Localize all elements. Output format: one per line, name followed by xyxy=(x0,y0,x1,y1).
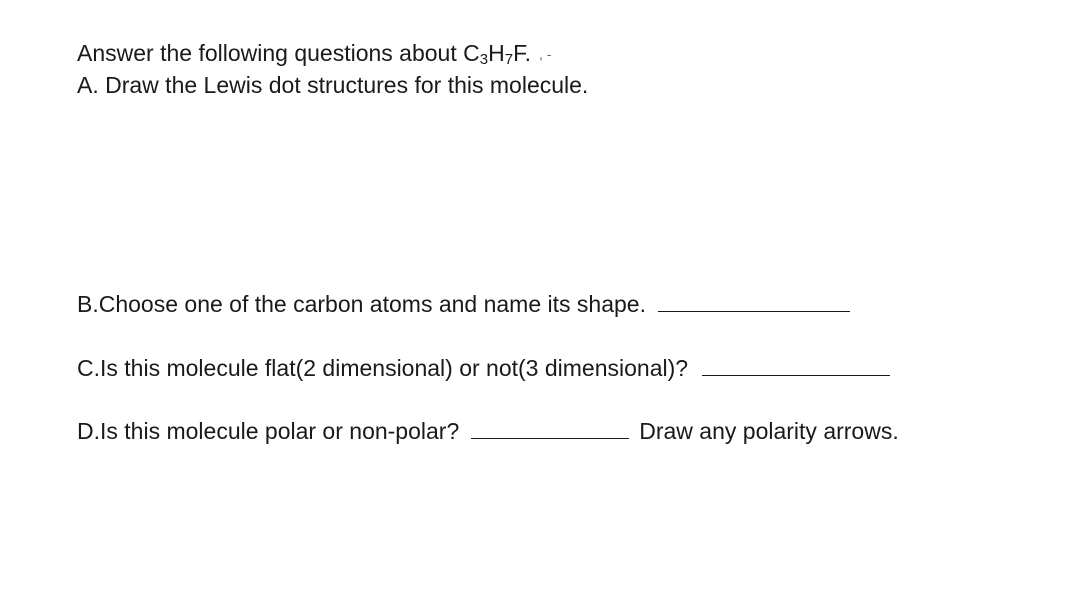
question-c xyxy=(77,353,890,383)
question-d xyxy=(77,416,899,446)
question-b xyxy=(77,289,850,319)
question-a xyxy=(77,70,588,100)
question-a-text: A. Draw the Lewis dot structures for this molecule. xyxy=(77,72,589,98)
question-d-text: D.Is this molecule polar or non-polar? xyxy=(77,418,460,444)
intro-suffix: F. xyxy=(513,40,531,66)
question-d-extra: Draw any polarity arrows. xyxy=(639,418,899,444)
subscript-3: 3 xyxy=(479,51,489,68)
subscript-7: 7 xyxy=(504,51,514,68)
intro-h: H xyxy=(488,40,505,66)
stray-marks: , - xyxy=(538,46,552,62)
answer-blank-d[interactable] xyxy=(471,416,629,439)
answer-blank-c[interactable] xyxy=(702,353,890,376)
question-b-text: B.Choose one of the carbon atoms and name its shape. xyxy=(77,291,646,317)
intro-line xyxy=(77,38,551,69)
answer-blank-b[interactable] xyxy=(658,289,850,312)
intro-prefix: Answer the following questions about C xyxy=(77,40,480,66)
question-c-text: C.Is this molecule flat(2 dimensional) or not(3 dimensional)? xyxy=(77,355,689,381)
